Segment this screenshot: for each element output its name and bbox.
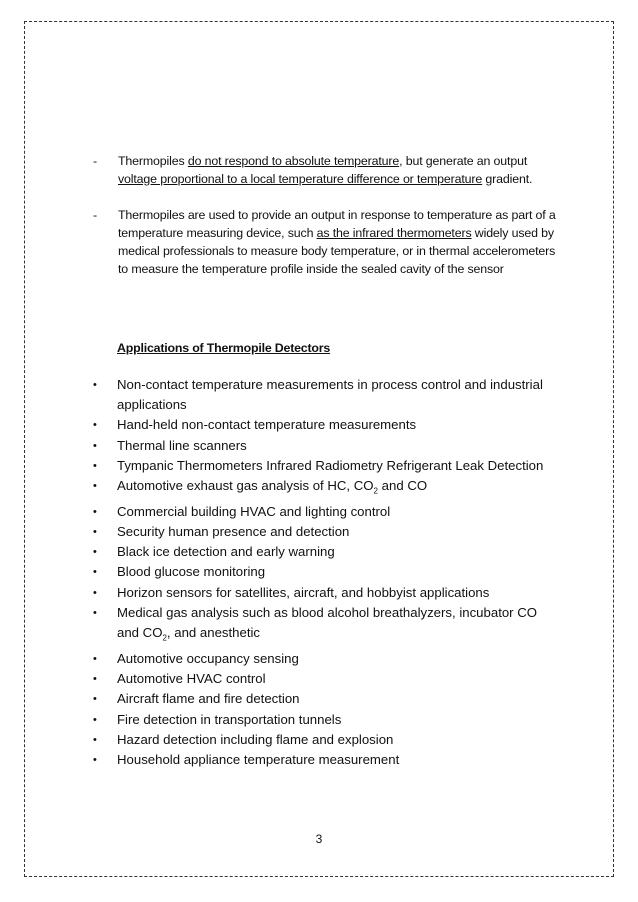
list-item-text: Automotive occupancy sensing [117,650,299,666]
paragraph-2 [93,206,563,278]
bullet-icon: • [93,459,97,472]
bullet-icon: • [93,753,97,766]
bullet-icon: • [93,546,97,559]
applications-list [0,375,638,770]
list-item [0,436,638,456]
dash-marker: - [93,154,97,168]
list-item-text: Security human presence and detection [117,524,350,540]
paragraph-1 [93,152,563,188]
paragraph-2-text [118,206,563,278]
list-item [0,476,638,502]
dash-marker: - [93,208,97,222]
text-run: Thermopiles [118,154,188,168]
text-run: Medical gas analysis such as blood alcohol breathalyzers, incubator CO and CO [117,604,538,641]
bullet-icon: • [93,586,97,599]
list-item-text [117,478,428,496]
list-item-text: Hand-held non-contact temperature measurements [117,417,417,433]
underlined-phrase: as the infrared thermometers [316,226,472,240]
list-item-text [117,604,538,643]
list-item [0,583,638,603]
bullet-icon: • [93,652,97,665]
underlined-phrase: voltage proportional to a local temperature difference or temperature [118,172,483,186]
bullet-icon: • [93,693,97,706]
list-item [0,689,638,709]
text-run: , and anesthetic [166,625,261,641]
bullet-icon: • [93,419,97,432]
list-item-text: Aircraft flame and fire detection [117,691,300,707]
text-run: Thermopiles are used to provide an output in response to temperature as part of a temperature measuring device, such [118,208,556,240]
list-item-text: Horizon sensors for satellites, aircraft, and hobbyist applications [117,584,490,600]
list-item-text: Tympanic Thermometers Infrared Radiometry Refrigerant Leak Detection [117,457,544,473]
list-item [0,730,638,750]
bullet-icon: • [93,566,97,579]
text-run: widely used by medical professionals to measure body temperature, or in thermal accelerometers to measure the temperature profile inside the sealed cavity of the sensor [118,226,556,276]
list-item-text: Commercial building HVAC and lighting control [117,503,391,519]
bullet-icon: • [93,606,97,619]
paragraph-1-text [118,152,563,188]
text-run: and CO [378,478,428,494]
list-item [0,522,638,542]
bullet-icon: • [93,480,97,493]
list-item-text: Thermal line scanners [117,437,247,453]
list-item-text: Fire detection in transportation tunnels [117,711,342,727]
section-heading: Applications of Thermopile Detectors [117,341,331,355]
bullet-icon: • [93,439,97,452]
list-item [0,542,638,562]
list-item [0,710,638,730]
list-item-text: Automotive HVAC control [117,671,266,687]
list-item [0,562,638,582]
text-run: gradient. [482,172,533,186]
bullet-icon: • [93,673,97,686]
bullet-icon: • [93,379,97,391]
bullet-icon: • [93,733,97,746]
list-item [0,375,638,415]
list-item [0,502,638,522]
list-item-text: Household appliance temperature measurement [117,751,400,767]
list-item-text: Hazard detection including flame and explosion [117,731,394,747]
list-item [0,415,638,435]
list-item [0,750,638,770]
list-item-text: Blood glucose monitoring [117,564,266,580]
list-item-text: Black ice detection and early warning [117,544,335,560]
bullet-icon: • [93,713,97,726]
list-item [0,603,638,649]
subscript: 2 [373,486,378,496]
bullet-icon: • [93,505,97,518]
text-run: , but generate an output [399,154,528,168]
list-item-text: Non-contact temperature measurements in process control and industrial applications [117,377,543,413]
list-item [0,649,638,669]
list-item [0,456,638,476]
text-run: Automotive exhaust gas analysis of HC, CO [117,478,374,494]
subscript: 2 [162,633,167,643]
page-number: 3 [315,832,323,846]
list-item [0,669,638,689]
bullet-icon: • [93,526,97,539]
underlined-phrase: do not respond to absolute temperature [187,154,400,168]
